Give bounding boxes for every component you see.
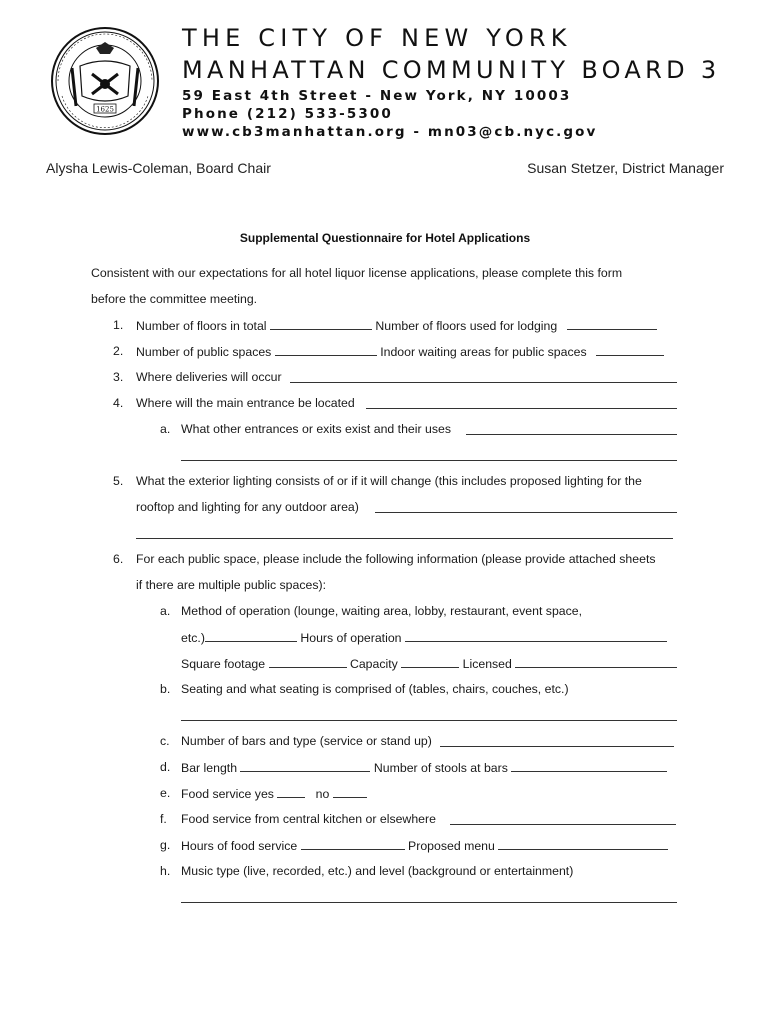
q6g-letter: g. — [160, 838, 171, 852]
q6b-letter: b. — [160, 682, 171, 696]
intro-line-2: before the committee meeting. — [91, 292, 258, 306]
header-address: 59 East 4th Street - New York, NY 10003 — [182, 88, 572, 104]
q4-number: 4. — [113, 396, 124, 410]
q6g-hours-field[interactable] — [301, 838, 405, 850]
q2-label-waiting-areas: Indoor waiting areas for public spaces — [380, 345, 587, 359]
q6a-hours-field[interactable] — [405, 630, 667, 642]
header-phone: Phone (212) 533-5300 — [182, 106, 393, 122]
q6a-label-etc: etc.) — [181, 631, 205, 645]
q6h-label: Music type (live, recorded, etc.) and level (background or entertainment) — [181, 864, 574, 878]
q6a-letter: a. — [160, 604, 171, 618]
q4a-field-continued[interactable] — [181, 460, 677, 461]
city-seal-logo — [50, 26, 160, 136]
q1-label-floors-lodging: Number of floors used for lodging — [375, 319, 558, 333]
q2-line — [136, 344, 664, 359]
q6e-line — [181, 786, 367, 801]
q6a-licensed-field[interactable] — [515, 656, 677, 668]
header-board: MANHATTAN COMMUNITY BOARD 3 — [182, 56, 721, 84]
q4-field[interactable] — [366, 408, 677, 409]
q6-number: 6. — [113, 552, 124, 566]
q3-label: Where deliveries will occur — [136, 370, 282, 384]
q6a-line-2 — [181, 630, 667, 645]
q6a-method-field[interactable] — [205, 630, 297, 642]
q6e-yes-field[interactable] — [277, 786, 305, 798]
q3-number: 3. — [113, 370, 124, 384]
q5-field-continued[interactable] — [136, 538, 673, 539]
q6d-label-stools: Number of stools at bars — [373, 761, 508, 775]
q6a-capacity-field[interactable] — [401, 656, 459, 668]
q6g-menu-field[interactable] — [498, 838, 668, 850]
q6e-no-field[interactable] — [333, 786, 367, 798]
q6c-letter: c. — [160, 734, 170, 748]
q6g-line — [181, 838, 668, 853]
q6d-bar-length-field[interactable] — [240, 760, 370, 772]
q6f-letter: f. — [160, 812, 167, 826]
q6b-label: Seating and what seating is comprised of (tables, chairs, couches, etc.) — [181, 682, 569, 696]
seal-year: 1625 — [96, 105, 114, 114]
q6b-field[interactable] — [181, 720, 677, 721]
q5-number: 5. — [113, 474, 124, 488]
q6d-line — [181, 760, 667, 775]
q6h-letter: h. — [160, 864, 171, 878]
form-title: Supplemental Questionnaire for Hotel Applications — [239, 231, 531, 245]
q1-floors-total-field[interactable] — [270, 318, 372, 330]
q6a-line-3 — [181, 656, 677, 671]
q6a-label-square-footage: Square footage — [181, 657, 266, 671]
q1-label-floors-total: Number of floors in total — [136, 319, 267, 333]
q6a-label-hours: Hours of operation — [300, 631, 402, 645]
q6e-letter: e. — [160, 786, 171, 800]
q2-waiting-areas-field[interactable] — [596, 344, 664, 356]
q4-label: Where will the main entrance be located — [136, 396, 355, 410]
q6e-label-no: no — [315, 787, 330, 801]
q6f-label: Food service from central kitchen or elsewhere — [181, 812, 436, 826]
q4a-label: What other entrances or exits exist and their uses — [181, 422, 451, 436]
intro-line-1: Consistent with our expectations for all hotel liquor license applications, please complete this form — [91, 266, 623, 280]
q6a-label-capacity: Capacity — [349, 657, 398, 671]
q6h-field[interactable] — [181, 902, 677, 903]
q1-line — [136, 318, 657, 333]
q6a-square-footage-field[interactable] — [269, 656, 347, 668]
q3-field[interactable] — [290, 382, 677, 383]
q6c-label: Number of bars and type (service or stand up) — [181, 734, 432, 748]
q5-label-line-2: rooftop and lighting for any outdoor area) — [136, 500, 359, 514]
q2-label-public-spaces: Number of public spaces — [136, 345, 272, 359]
q6-label-line-2: if there are multiple public spaces): — [136, 578, 327, 592]
header-web[interactable]: www.cb3manhattan.org - mn03@cb.nyc.gov — [182, 124, 598, 140]
q6c-field[interactable] — [440, 746, 674, 747]
q2-number: 2. — [113, 344, 124, 358]
q6d-letter: d. — [160, 760, 171, 774]
q5-field[interactable] — [375, 512, 677, 513]
q6g-label-menu: Proposed menu — [408, 839, 495, 853]
q4a-letter: a. — [160, 422, 171, 436]
q6g-label-hours: Hours of food service — [181, 839, 298, 853]
q1-floors-lodging-field[interactable] — [567, 318, 657, 330]
q6d-stools-field[interactable] — [511, 760, 667, 772]
q6a-label-line-1: Method of operation (lounge, waiting area, lobby, restaurant, event space, — [181, 604, 583, 618]
q4a-field[interactable] — [466, 434, 677, 435]
q6a-label-licensed: Licensed — [462, 657, 512, 671]
q2-public-spaces-field[interactable] — [275, 344, 377, 356]
q6f-field[interactable] — [450, 824, 676, 825]
q6e-label-yes: Food service yes — [181, 787, 274, 801]
board-chair: Alysha Lewis-Coleman, Board Chair — [46, 160, 271, 176]
q6-label-line-1: For each public space, please include the following information (please provide attached sheets — [136, 552, 656, 566]
header-city: THE CITY OF NEW YORK — [182, 24, 572, 52]
q1-number: 1. — [113, 318, 124, 332]
q5-label-line-1: What the exterior lighting consists of or if it will change (this includes proposed lighting for the — [136, 474, 642, 488]
q6d-label-bar-length: Bar length — [181, 761, 238, 775]
district-manager: Susan Stetzer, District Manager — [527, 160, 724, 176]
